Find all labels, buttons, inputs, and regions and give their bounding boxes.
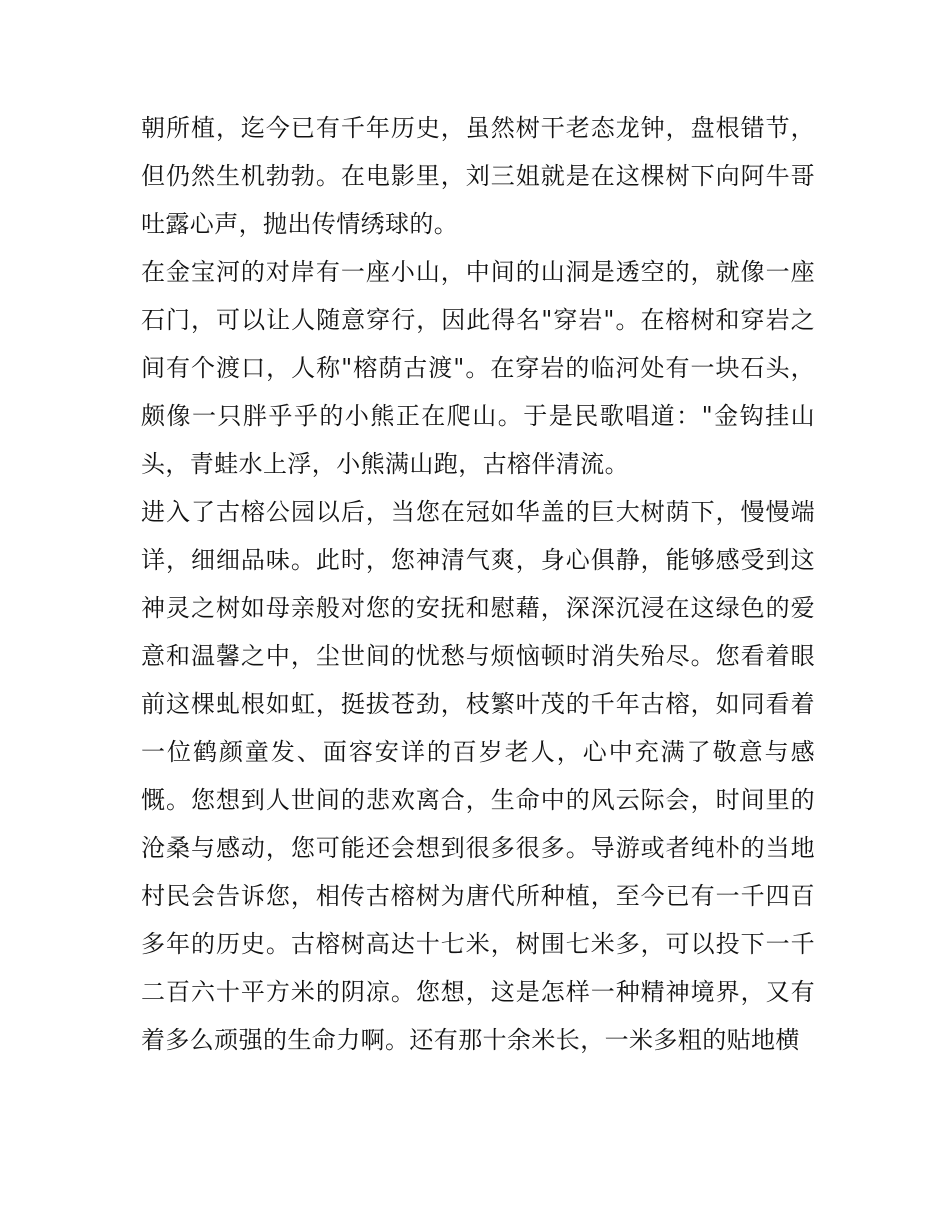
paragraph-3: 进入了古榕公园以后，当您在冠如华盖的巨大树荫下，慢慢端详，细细品味。此时，您神清气爽，身心俱静，能够感受到这神灵之树如母亲般对您的安抚和慰藉，深深沉浸在这绿色的爱意和温馨之中，尘世间的忧愁与烦恼顿时消失殆尽。您看着眼前这棵虬根如虹，挺拔苍劲，枝繁叶茂的千年古榕，如同看着一位鹤颜童发、面容安详的百岁老人，心中充满了敬意与感慨。您想到人世间的悲欢离合，生命中的风云际会，时间里的沧桑与感动，您可能还会想到很多很多。导游或者纯朴的当地村民会告诉您，相传古榕树为唐代所种植，至今已有一千四百多年的历史。古榕树高达十七米，树围七米多，可以投下一千二百六十平方米的阴凉。您想，这是怎样一种精神境界，又有着多么顽强的生命力啊。还有那十余米长，一米多粗的贴地横 bbox=[141, 498, 815, 1054]
body-text bbox=[141, 104, 815, 1064]
paragraph-1: 朝所植，迄今已有千年历史，虽然树干老态龙钟，盘根错节，但仍然生机勃勃。在电影里，刘三姐就是在这棵树下向阿牛哥吐露心声，抛出传情绣球的。 bbox=[141, 114, 815, 238]
paragraph-2: 在金宝河的对岸有一座小山，中间的山洞是透空的，就像一座石门，可以让人随意穿行，因此得名"穿岩"。在榕树和穿岩之间有个渡口，人称"榕荫古渡"。在穿岩的临河处有一块石头，颇像一只胖乎乎的小熊正在爬山。于是民歌唱道："金钩挂山头，青蛙水上浮，小熊满山跑，古榕伴清流。 bbox=[141, 258, 815, 478]
